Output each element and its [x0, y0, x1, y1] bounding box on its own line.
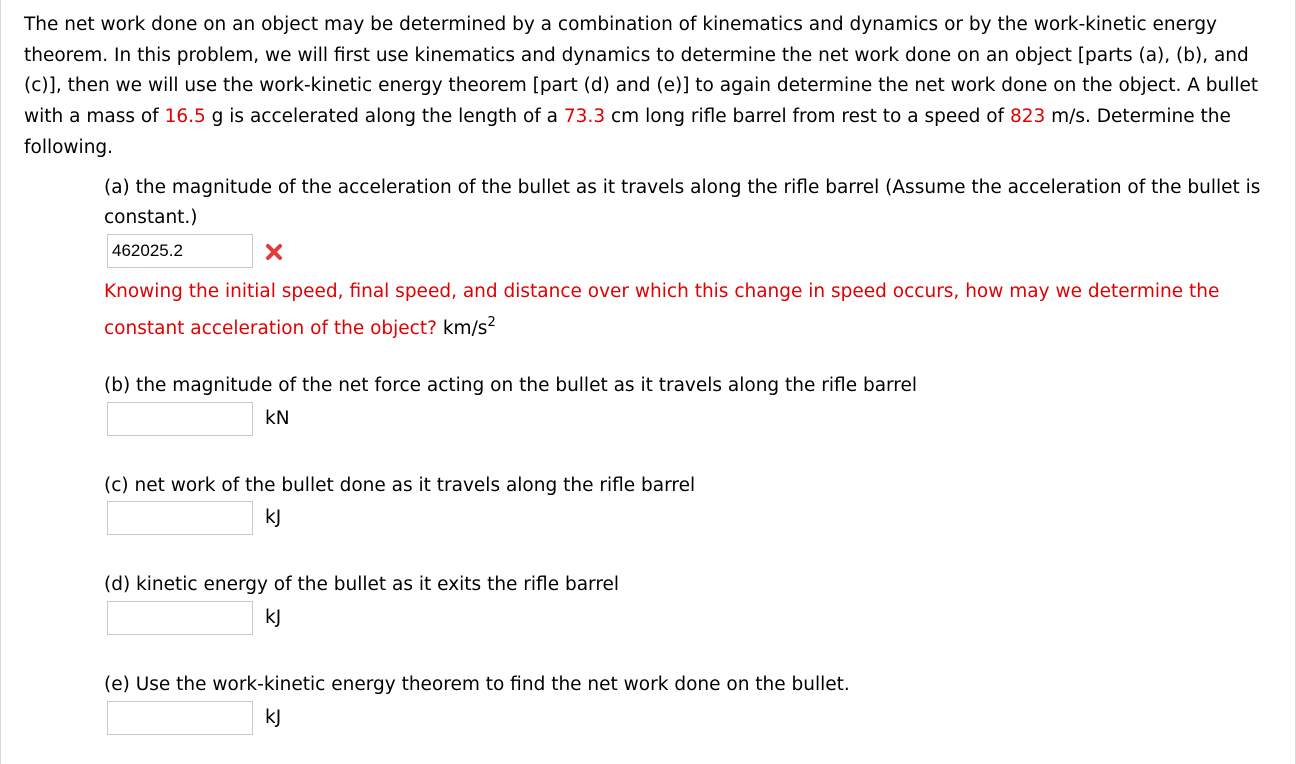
- incorrect-x-icon: [265, 243, 283, 261]
- part-c-answer-row: [107, 501, 507, 537]
- part-d-question: (d) kinetic energy of the bullet as it exits the rifle barrel: [104, 574, 620, 595]
- part-b-answer-input[interactable]: [107, 402, 253, 436]
- part-c-question: (c) net work of the bullet done as it travels along the rifle barrel: [104, 475, 696, 496]
- part-d-unit: kJ: [265, 607, 282, 628]
- part-e-answer-input[interactable]: [107, 701, 253, 735]
- intro-mass-text: g is accelerated along the length of a: [205, 106, 564, 128]
- part-b-question: (b) the magnitude of the net force acting on the bullet as it travels along the rifle barrel: [104, 375, 918, 396]
- part-b-answer-row: [107, 402, 507, 438]
- given-mass-value: 16.5: [164, 106, 206, 128]
- given-length-value: 73.3: [563, 106, 606, 128]
- part-a-hint: [104, 273, 1284, 347]
- part-d-answer-input[interactable]: [107, 601, 253, 635]
- intro-speed-text: m/s. Determine the following.: [24, 106, 1231, 158]
- part-a-hint-text: Knowing the initial speed, final speed, and distance over which this change in speed occurs, how may we determine the constant acceleration of the object?: [104, 281, 1220, 339]
- part-a-answer-row: [107, 234, 507, 270]
- part-e-unit: kJ: [265, 707, 282, 728]
- part-c-answer-input[interactable]: [107, 501, 253, 535]
- part-c-unit: kJ: [265, 507, 282, 528]
- part-b-unit: kN: [265, 408, 290, 429]
- part-e-question: (e) Use the work-kinetic energy theorem to find the net work done on the bullet.: [104, 674, 850, 695]
- part-e-answer-row: [107, 701, 507, 737]
- part-a-question: (a) the magnitude of the acceleration of the bullet as it travels along the rifle barrel (Assume the acceleration of the bullet is constant.): [104, 177, 1261, 228]
- intro-lead: The net work done on an object may be determined by a combination of kinematics and dynamics or by the work-kinetic energy theorem. In this problem, we will first use kinematics and dynamics to determine the net work done on an object [parts (a), (b), and (c)], then we will use the work-kinetic energy theorem [part (d) and (e)] to again determine the net work done on the object. A bullet with a mass of: [24, 14, 1259, 128]
- part-d-answer-row: [107, 601, 507, 637]
- given-speed-value: 823: [1009, 106, 1046, 128]
- part-a-answer-input[interactable]: [107, 234, 253, 268]
- part-a-unit: km/s: [442, 318, 488, 339]
- problem-statement: [24, 10, 1274, 164]
- intro-length-text: cm long rifle barrel from rest to a speed of: [605, 106, 1010, 128]
- part-a-unit-exponent: 2: [487, 314, 496, 330]
